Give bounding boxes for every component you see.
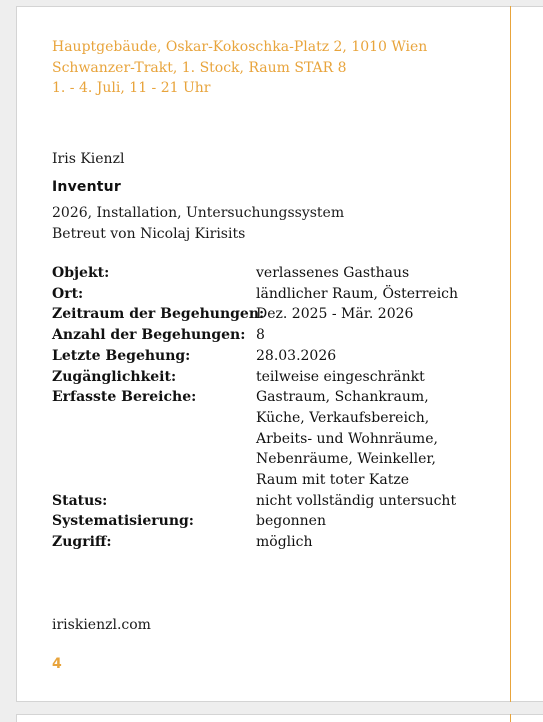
detail-value: möglich bbox=[256, 534, 313, 551]
detail-row-location bbox=[52, 284, 492, 305]
page-number: 4 bbox=[52, 656, 62, 672]
detail-label: Zugänglichkeit: bbox=[52, 368, 177, 385]
venue-dates: 1. - 4. Juli, 11 - 21 Uhr bbox=[52, 80, 211, 96]
detail-label: Zeitraum der Begehungen: bbox=[52, 306, 265, 323]
detail-label: Status: bbox=[52, 492, 108, 509]
work-info bbox=[52, 203, 344, 244]
work-title: Inventur bbox=[52, 179, 121, 195]
detail-row-systematization bbox=[52, 511, 492, 532]
next-page-edge bbox=[16, 714, 543, 722]
detail-label: Letzte Begehung: bbox=[52, 347, 191, 364]
detail-row-visit-count bbox=[52, 325, 492, 346]
margin-rule-next bbox=[510, 714, 511, 722]
detail-value: 8 bbox=[256, 327, 265, 344]
detail-label: Erfasste Bereiche: bbox=[52, 389, 197, 406]
work-supervisor: Betreut von Nicolaj Kirisits bbox=[52, 225, 246, 242]
detail-row-last-visit bbox=[52, 346, 492, 367]
detail-row-status bbox=[52, 491, 492, 512]
work-year-medium: 2026, Installation, Untersuchungssystem bbox=[52, 205, 345, 221]
artist-name: Iris Kienzl bbox=[52, 151, 125, 167]
detail-value: Gastraum, Schankraum, Küche, Verkaufsbereich, Arbeits- und Wohnräume, Nebenräume, Weinkeller, Raum mit toter Katze bbox=[256, 389, 438, 489]
venue-header bbox=[52, 37, 427, 99]
detail-label: Ort: bbox=[52, 285, 84, 302]
detail-value: begonnen bbox=[256, 513, 326, 530]
detail-value: nicht vollständig untersucht bbox=[256, 492, 457, 509]
detail-label: Objekt: bbox=[52, 265, 110, 281]
detail-row-access bbox=[52, 532, 492, 553]
detail-value: Dez. 2025 - Mär. 2026 bbox=[256, 306, 414, 323]
detail-row-object bbox=[52, 263, 492, 284]
detail-row-accessibility bbox=[52, 367, 492, 388]
detail-label: Anzahl der Begehungen: bbox=[52, 327, 246, 344]
margin-rule bbox=[510, 6, 511, 702]
detail-value: teilweise eingeschränkt bbox=[256, 368, 425, 385]
detail-value: ländlicher Raum, Österreich bbox=[256, 285, 459, 302]
detail-value: verlassenes Gasthaus bbox=[256, 265, 410, 281]
detail-row-period bbox=[52, 304, 492, 325]
detail-label: Zugriff: bbox=[52, 534, 112, 551]
detail-row-areas bbox=[52, 387, 492, 491]
detail-value: 28.03.2026 bbox=[256, 347, 337, 364]
document-page bbox=[16, 6, 543, 702]
details-list bbox=[52, 263, 492, 553]
detail-label: Systematisierung: bbox=[52, 513, 194, 530]
website-link[interactable]: iriskienzl.com bbox=[52, 617, 151, 633]
venue-address: Hauptgebäude, Oskar-Kokoschka-Platz 2, 1010 Wien bbox=[52, 39, 428, 55]
venue-room: Schwanzer-Trakt, 1. Stock, Raum STAR 8 bbox=[52, 59, 347, 76]
